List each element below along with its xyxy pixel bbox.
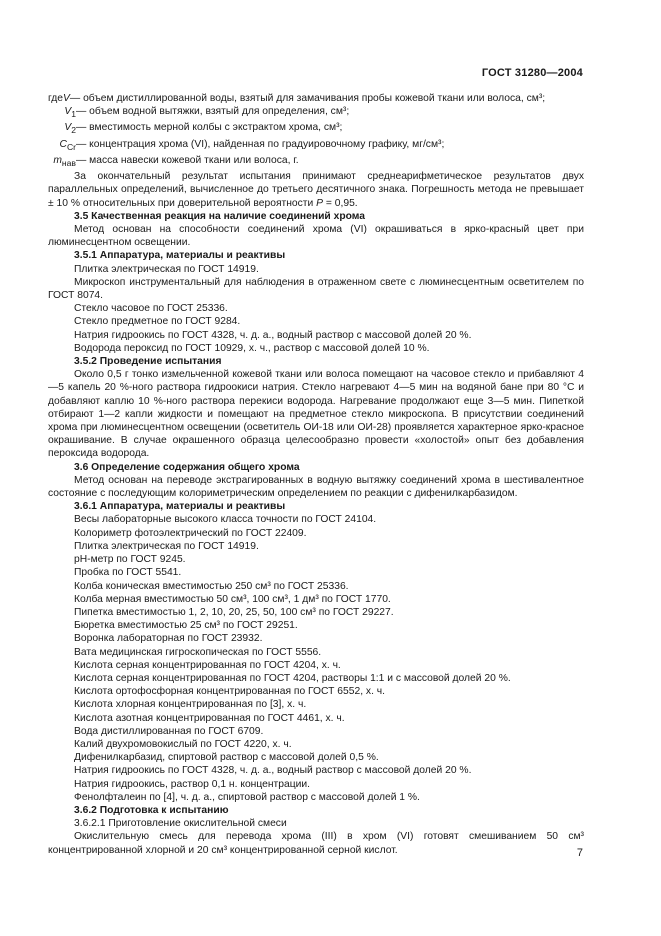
variable-subscript: нав bbox=[61, 158, 76, 168]
variable-description: — масса навески кожевой ткани или волоса, г. bbox=[76, 154, 299, 166]
equipment-item: рН-метр по ГОСТ 9245. bbox=[74, 554, 186, 566]
section-3-6-1-title: 3.6.1 Аппаратура, материалы и реактивы bbox=[74, 501, 286, 513]
variable-description: — объем водной вытяжки, взятый для определения, см³; bbox=[76, 106, 350, 118]
equipment-item: Вата медицинская гигроскопическая по ГОСТ 5556. bbox=[74, 646, 322, 658]
equipment-item: Стекло часовое по ГОСТ 25336. bbox=[74, 303, 228, 315]
variable-line-v2 bbox=[48, 121, 584, 137]
equipment-item: Пробка по ГОСТ 5541. bbox=[74, 567, 182, 579]
variable-line-v bbox=[48, 92, 584, 105]
equipment-item: Вода дистиллированная по ГОСТ 6709. bbox=[74, 725, 264, 737]
equipment-item: Натрия гидроокись по ГОСТ 4328, ч. д. а., водный раствор с массовой долей 20 %. bbox=[74, 329, 472, 341]
page-header-standard: ГОСТ 31280—2004 bbox=[481, 67, 583, 79]
variable-lead-text: где bbox=[48, 93, 64, 104]
variable-symbol: C bbox=[59, 138, 67, 150]
variable-symbol: V bbox=[64, 122, 72, 134]
equipment-item: Бюретка вместимостью 25 см³ по ГОСТ 29251. bbox=[74, 620, 298, 632]
variable-line-mnav bbox=[48, 154, 584, 170]
equipment-item: Водорода пероксид по ГОСТ 10929, х. ч., раствор с массовой долей 10 %. bbox=[74, 342, 430, 354]
equipment-item: Натрия гидроокись по ГОСТ 4328, ч. д. а., водный раствор с массовой долей 20 %. bbox=[74, 765, 472, 777]
equipment-item: Плитка электрическая по ГОСТ 14919. bbox=[74, 540, 259, 552]
section-3-6-2-title: 3.6.2 Подготовка к испытанию bbox=[74, 804, 229, 816]
equipment-item: Плитка электрическая по ГОСТ 14919. bbox=[74, 263, 259, 275]
equipment-item: Воронка лабораторная по ГОСТ 23932. bbox=[74, 633, 263, 645]
probability-value: = 0,95. bbox=[323, 197, 358, 209]
equipment-item: Кислота серная концентрированная по ГОСТ 4204, х. ч. bbox=[74, 659, 341, 671]
equipment-item: Микроскоп инструментальный для наблюдения в отраженном свете с люминесцентным осветителем по ГОСТ 8074. bbox=[48, 276, 584, 302]
equipment-item: Кислота азотная концентрированная по ГОСТ 4461, х. ч. bbox=[74, 712, 345, 724]
probability-symbol: P bbox=[316, 197, 324, 209]
equipment-item: Кислота хлорная концентрированная по [3], х. ч. bbox=[74, 699, 307, 711]
section-3-5-2-title: 3.5.2 Проведение испытания bbox=[74, 356, 222, 368]
variable-description: — концентрация хрома (VI), найденная по градуировочному графику, мг/см³; bbox=[76, 138, 445, 150]
equipment-item: Кислота серная концентрированная по ГОСТ 4204, растворы 1:1 и с массовой долей 20 %. bbox=[74, 672, 511, 684]
variable-line-ccr bbox=[48, 138, 584, 154]
result-text: За окончательный результат испытания принимают среднеарифметическое результатов двух параллельных определений, вычисленное до третьего десятичного знака. Погрешность метода не превышает ± 10 % относительных при доверительной вероятности bbox=[48, 171, 584, 209]
result-paragraph bbox=[48, 170, 584, 210]
equipment-item: Дифенилкарбазид, спиртовой раствор с массовой долей 0,5 %. bbox=[74, 752, 379, 764]
equipment-item: Фенолфталеин по [4], ч. д. а., спиртовой раствор с массовой долей 1 %. bbox=[74, 791, 420, 803]
variable-symbol: m bbox=[53, 154, 62, 166]
oxidizing-mixture-paragraph: Окислительную смесь для перевода хрома (III) в хром (VI) готовят смешиванием 50 см³ концентрированной хлорной и 20 см³ концентрированной серной кислот. bbox=[48, 831, 584, 856]
variable-symbol: V bbox=[63, 93, 70, 104]
page-number: 7 bbox=[576, 847, 583, 859]
equipment-item: Колба мерная вместимостью 50 см³, 100 см³, 1 дм³ по ГОСТ 1770. bbox=[74, 593, 391, 605]
equipment-item: Стекло предметное по ГОСТ 9284. bbox=[74, 316, 241, 328]
variable-subscript: Cr bbox=[66, 141, 76, 152]
section-3-6-method: Метод основан на переводе экстрагированных в водную вытяжку соединений хрома в шестивалентное состояние с последующим колориметрическим определением по реакции с дифенилкарбазидом. bbox=[48, 474, 584, 500]
equipment-item: Калий двухромовокислый по ГОСТ 4220, х. ч. bbox=[74, 738, 292, 750]
section-3-5-method: Метод основан на способности соединений хрома (VI) окрашиваться в ярко-красный цвет при люминесцентном освещении. bbox=[48, 224, 584, 249]
variable-subscript: 2 bbox=[71, 125, 76, 136]
procedure-paragraph: Около 0,5 г тонко измельченной кожевой ткани или волоса помещают на часовое стекло и прибавляют 4—5 капель 20 %-ного раствора гидроокиси натрия. Стекло нагревают 4—5 мин на водяной бане при 80 °С и добавляют каплю 10 %-ного раствора перекиси водорода. Нагревание продолжают еще 3—5 мин. Пипеткой отбирают 1—2 капли жидкости и помещают на предметное стекло микроскопа. В присутствии соединений хрома при люминесцентном освещении (осветитель ОИ-18 или ОИ-28) проявляется характерное ярко-красное окрашивание. В случае окрашенного образца целесообразно провести «холостой» опыт без добавления пероксида водорода. bbox=[48, 369, 584, 460]
variable-description: — вместимость мерной колбы с экстрактом хрома, см³; bbox=[76, 122, 343, 134]
section-3-6-title: 3.6 Определение содержания общего хрома bbox=[74, 461, 300, 473]
variable-subscript: 1 bbox=[71, 109, 76, 120]
equipment-item: Пипетка вместимостью 1, 2, 10, 20, 25, 50, 100 см³ по ГОСТ 29227. bbox=[74, 606, 394, 618]
section-3-6-2-1-title: 3.6.2.1 Приготовление окислительной смеси bbox=[74, 818, 287, 830]
document-body bbox=[48, 92, 584, 857]
variable-description: — объем дистиллированной воды, взятый для замачивания пробы кожевой ткани или волоса, см³; bbox=[69, 93, 546, 104]
equipment-item: Колба коническая вместимостью 250 см³ по ГОСТ 25336. bbox=[74, 580, 349, 592]
variable-symbol: V bbox=[64, 106, 72, 118]
section-3-5-1-title: 3.5.1 Аппаратура, материалы и реактивы bbox=[74, 250, 286, 262]
variable-line-v1 bbox=[48, 105, 584, 121]
equipment-item: Колориметр фотоэлектрический по ГОСТ 22409. bbox=[74, 527, 307, 539]
section-3-5-title: 3.5 Качественная реакция на наличие соединений хрома bbox=[74, 210, 365, 222]
equipment-item: Натрия гидроокись, раствор 0,1 н. концентрации. bbox=[74, 778, 310, 790]
equipment-item: Кислота ортофосфорная концентрированная по ГОСТ 6552, х. ч. bbox=[74, 686, 386, 698]
equipment-item: Весы лабораторные высокого класса точности по ГОСТ 24104. bbox=[74, 514, 377, 526]
